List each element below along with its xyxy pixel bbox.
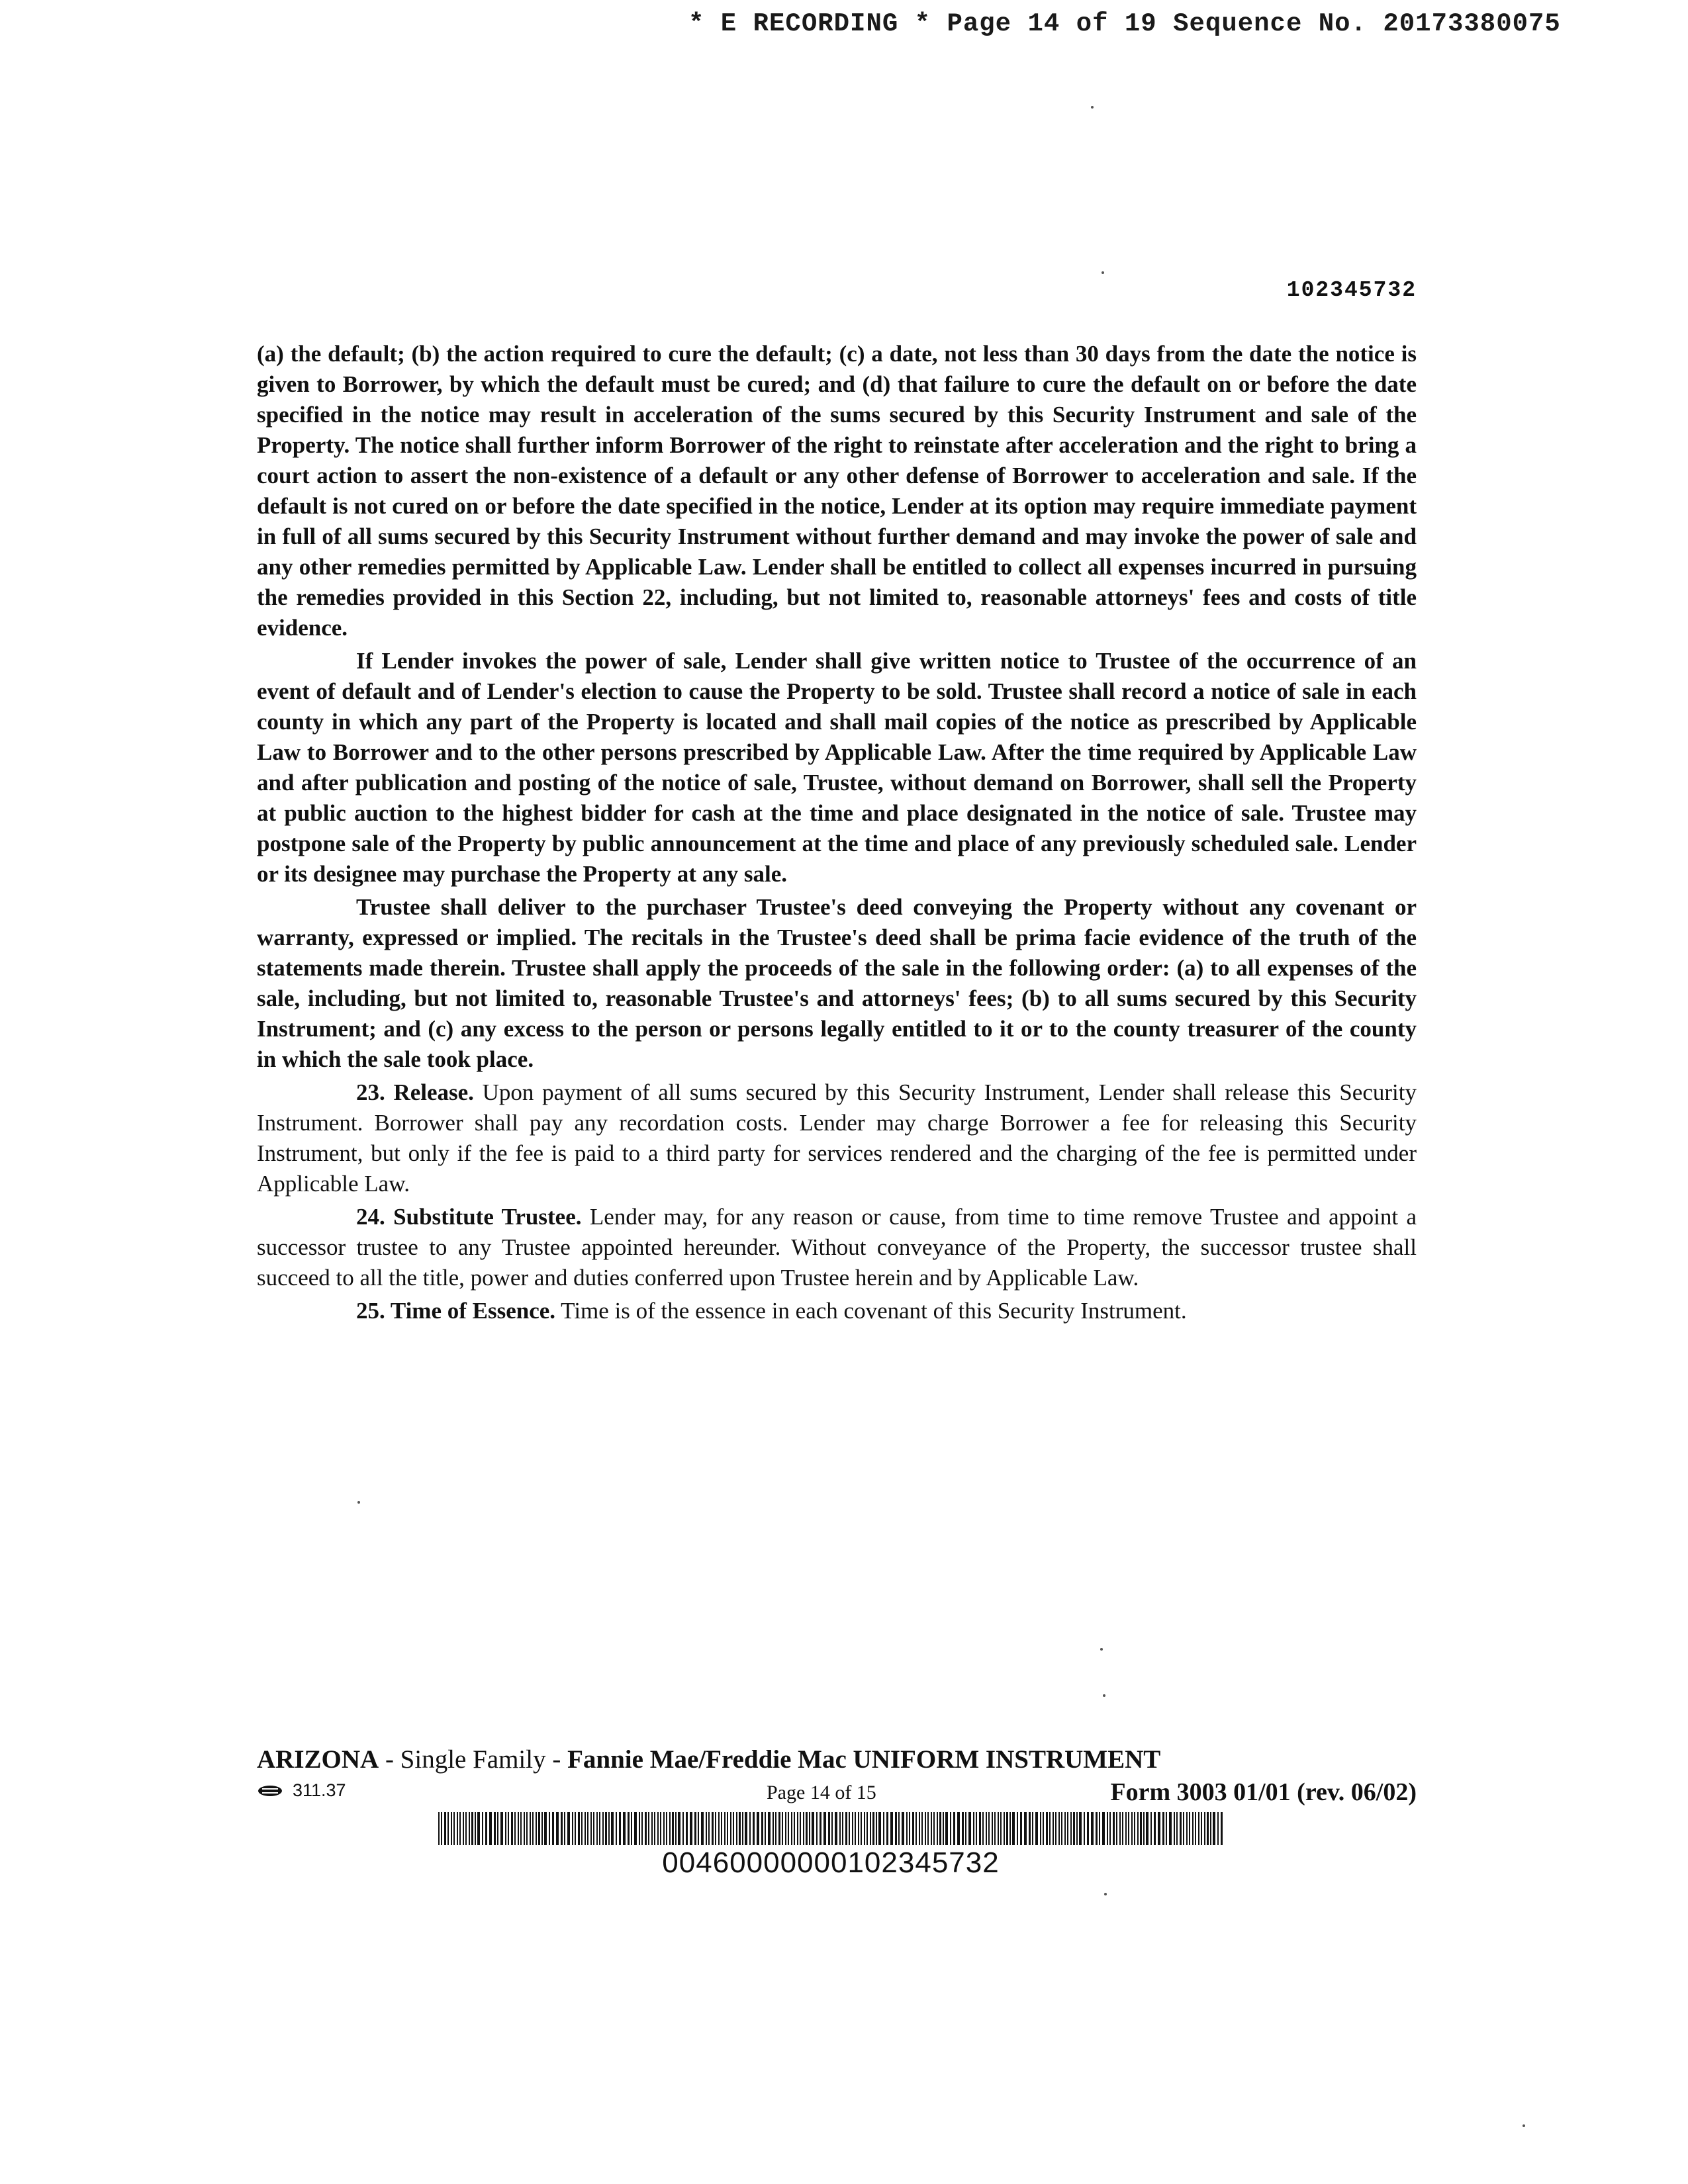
barcode-bar [797,1812,798,1845]
section-heading: 24. Substitute Trustee. [356,1204,582,1230]
section-heading: 23. Release. [356,1079,474,1105]
form-logo-icon [257,1784,283,1797]
barcode-bar [1137,1812,1139,1845]
barcode-bar [915,1812,917,1845]
barcode [437,1812,1225,1845]
barcode-bar [939,1812,941,1845]
barcode-bar [1049,1812,1051,1845]
barcode-bar [878,1812,881,1845]
paragraph-default-notice: (a) the default; (b) the action required to cure the default; (c) a date, not less than 30 days from the date the notice is given to Borrower, by which the default must be cured; and (d) that failure to cure the default on or before the date specified in the notice may result in acceleration of the sums secured by this Security Instrument and sale of the Property. The notice shall further inform Borrower of the right to reinstate after acceleration and the right to bring a court action to assert the non-existence of a default or any other defense of Borrower to acceleration and sale. If the default is not cured on or before the date specified in the notice, Lender at its option may require immediate payment in full of all sums secured by this Security Instrument without further demand and may invoke the power of sale and any other remedies permitted by Applicable Law. Lender shall be entitled to collect all expenses incurred in pursuing the remedies provided in this Section 22, including, but not limited to, reasonable attorneys' fees and costs of title evidence. [257,341,1417,641]
barcode-bar [855,1812,856,1845]
barcode-bar [909,1812,910,1845]
barcode-bar [1070,1812,1072,1845]
barcode-bar [1091,1812,1094,1845]
barcode-bar [690,1812,692,1845]
form-number: Form 3003 01/01 (rev. 06/02) [1110,1778,1417,1806]
barcode-bar [444,1812,446,1845]
barcode-bar [715,1812,716,1845]
barcode-bar [872,1812,874,1845]
barcode-bar [1087,1812,1089,1845]
loan-number: 102345732 [1286,278,1417,302]
barcode-bar [1158,1812,1160,1845]
paragraph-trustee-deed: Trustee shall deliver to the purchaser Trustee's deed conveying the Property without any covenant or warranty, expressed or implied. The recitals in the Trustee's deed shall be prima facie evidence of the truth of the statements made therein. Trustee shall apply the proceeds of the sale in the following order: (a) to all expenses of the sale, including, but not limited to, reasonable Trustee's and attorneys' fees; (b) to all sums secured by this Security Instrument; and (c) any excess to the person or persons legally entitled to it or to the county treasurer of the county in which the sale took place. [257,894,1417,1072]
barcode-bar [1176,1812,1178,1845]
barcode-bar [1204,1812,1205,1845]
barcode-bar [1084,1812,1085,1845]
barcode-bar [578,1812,580,1845]
barcode-bar [611,1812,614,1845]
barcode-bar [761,1812,763,1845]
barcode-bar [549,1812,550,1845]
section-text: Lender may, for any reason or cause, from time to time remove Trustee and appoint a successor trustee to any Trustee appointed hereunder. Without conveyance of the Property, the successor trustee shall succeed to all the title, power and duties conferred upon Trustee herein and by Applicable Law. [257,1204,1417,1291]
barcode-bar [1064,1812,1066,1845]
barcode-bar [839,1812,841,1845]
barcode-bar [906,1812,908,1845]
barcode-bar [1125,1812,1127,1845]
barcode-bar [485,1812,487,1845]
barcode-bar [933,1812,935,1845]
barcode-bar [1012,1812,1015,1845]
barcode-bar [1032,1812,1033,1845]
barcode-bar [992,1812,993,1845]
barcode-bar [457,1812,458,1845]
scan-speck [1091,106,1094,109]
paragraph-power-of-sale: If Lender invokes the power of sale, Lender shall give written notice to Trustee of the occurrence of an event of default and of Lender's election to cause the Property to be sold. Trustee shall record a notice of sale in each county in which any part of the Property is located and shall mail copies of the notice as prescribed by Applicable Law to Borrower and to the other persons prescribed by Applicable Law. After the time required by Applicable Law and after publication and posting of the notice of sale, Trustee, without demand on Borrower, shall sell the Property at public auction to the highest bidder for cash at the time and place designated in the notice of sale. Trustee may postpone sale of the Property by public announcement at the time and place of any previously scheduled sale. Lender or its designee may purchase the Property at any sale. [257,648,1417,887]
barcode-bar [596,1812,598,1845]
barcode-bar [1035,1812,1038,1845]
section-heading: 25. Time of Essence. [356,1298,556,1324]
form-code [257,1780,346,1801]
barcode-bar [657,1812,659,1845]
barcode-bar [1207,1812,1209,1845]
barcode-bar [602,1812,604,1845]
barcode-bar [937,1812,938,1845]
barcode-bar [945,1812,948,1845]
barcode-bar [669,1812,671,1845]
barcode-bar [828,1812,830,1845]
barcode-bar [1174,1812,1175,1845]
barcode-bar [1116,1812,1117,1845]
document-body [257,339,1417,1329]
barcode-bar [459,1812,461,1845]
barcode-bar [870,1812,871,1845]
barcode-bar [1150,1812,1152,1845]
barcode-bar [585,1812,586,1845]
barcode-bar [694,1812,696,1845]
barcode-bar [1119,1812,1121,1845]
barcode-bar [701,1812,704,1845]
barcode-bar [962,1812,964,1845]
barcode-bar [654,1812,655,1845]
barcode-bar [564,1812,565,1845]
barcode-bar [778,1812,780,1845]
barcode-bar [1076,1812,1078,1845]
barcode-bar [1053,1812,1054,1845]
barcode-bar [812,1812,814,1845]
barcode-bar [921,1812,923,1845]
barcode-bar [1073,1812,1075,1845]
barcode-bar [645,1812,647,1845]
barcode-bar [864,1812,865,1845]
barcode-bar [530,1812,531,1845]
barcode-bar [1146,1812,1149,1845]
barcode-bar [463,1812,464,1845]
barcode-bar [672,1812,674,1845]
barcode-bar [1107,1812,1108,1845]
barcode-bar [526,1812,528,1845]
barcode-bar [666,1812,667,1845]
barcode-bar [733,1812,734,1845]
barcode-bar [1058,1812,1060,1845]
barcode-bar [675,1812,677,1845]
barcode-bar [616,1812,617,1845]
barcode-bar [849,1812,850,1845]
barcode-bar [931,1812,932,1845]
barcode-bar [845,1812,847,1845]
barcode-bar [1004,1812,1005,1845]
barcode-bar [927,1812,929,1845]
barcode-bar [791,1812,792,1845]
barcode-bar [648,1812,649,1845]
barcode-bar [641,1812,643,1845]
barcode-bar [686,1812,688,1845]
barcode-bar [1183,1812,1184,1845]
barcode-bar [953,1812,955,1845]
barcode-bar [520,1812,522,1845]
barcode-bar [538,1812,540,1845]
barcode-bar [890,1812,893,1845]
barcode-bar [1154,1812,1156,1845]
barcode-bar [998,1812,999,1845]
barcode-bar [943,1812,944,1845]
barcode-bar [1166,1812,1167,1845]
barcode-bar [608,1812,610,1845]
barcode-bar [768,1812,771,1845]
barcode-bar [858,1812,859,1845]
barcode-bar [1099,1812,1100,1845]
barcode-bar [453,1812,455,1845]
barcode-bar [1189,1812,1190,1845]
page-indicator: Page 14 of 15 [767,1782,876,1803]
section-23-release [257,1077,1417,1199]
barcode-bar [631,1812,632,1845]
barcode-bar [831,1812,833,1845]
form-type: - Single Family - [379,1745,568,1774]
scan-speck [1100,1648,1103,1651]
barcode-bar [724,1812,726,1845]
barcode-bar [721,1812,722,1845]
barcode-bar [788,1812,789,1845]
barcode-bar [835,1812,837,1845]
barcode-bar [986,1812,987,1845]
barcode-bar [469,1812,470,1845]
scan-speck [357,1501,360,1504]
barcode-bar [782,1812,783,1845]
barcode-bar [471,1812,473,1845]
barcode-bar [1017,1812,1018,1845]
barcode-bar [1186,1812,1188,1845]
barcode-bar [682,1812,684,1845]
barcode-bar [1162,1812,1164,1845]
barcode-bar [1006,1812,1008,1845]
barcode-bar [514,1812,516,1845]
barcode-bar [1195,1812,1196,1845]
barcode-bar [536,1812,537,1845]
barcode-bar [1122,1812,1123,1845]
barcode-bar [500,1812,503,1845]
barcode-bar [794,1812,795,1845]
barcode-bar [438,1812,440,1845]
barcode-bar [1043,1812,1044,1845]
barcode-bar [982,1812,984,1845]
form-agencies: Fannie Mae/Freddie Mac UNIFORM INSTRUMENT [567,1745,1161,1774]
barcode-bar [867,1812,868,1845]
section-24-substitute-trustee [257,1202,1417,1293]
barcode-bar [852,1812,853,1845]
barcode-bar [1217,1812,1219,1845]
barcode-bar [773,1812,774,1845]
barcode-bar [518,1812,519,1845]
barcode-bar [1067,1812,1068,1845]
scan-speck [1102,271,1104,274]
barcode-bar [806,1812,808,1845]
barcode-bar [497,1812,498,1845]
barcode-bar [883,1812,884,1845]
section-25-time-of-essence [257,1296,1417,1326]
barcode-bar [745,1812,747,1845]
barcode-bar [1221,1812,1223,1845]
barcode-bar [544,1812,547,1845]
barcode-bar [1192,1812,1194,1845]
barcode-bar [775,1812,776,1845]
barcode-bar [1213,1812,1215,1845]
barcode-bar [979,1812,981,1845]
barcode-bar [1128,1812,1129,1845]
barcode-bar [477,1812,480,1845]
barcode-bar [1180,1812,1182,1845]
barcode-bar [739,1812,741,1845]
barcode-bar [1029,1812,1031,1845]
barcode-bar [660,1812,661,1845]
barcode-bar [1102,1812,1105,1845]
barcode-bar [803,1812,804,1845]
barcode-bar [572,1812,573,1845]
barcode-bar [590,1812,592,1845]
barcode-bar [1113,1812,1115,1845]
barcode-bar [730,1812,731,1845]
scan-speck [1523,2124,1525,2127]
barcode-bar [1009,1812,1011,1845]
barcode-bar [1210,1812,1211,1845]
barcode-bar [552,1812,554,1845]
barcode-bar [447,1812,449,1845]
section-text: Time is of the essence in each covenant of this Security Instrument. [555,1298,1187,1324]
barcode-bar [508,1812,509,1845]
barcode-bar [1134,1812,1135,1845]
barcode-bar [561,1812,563,1845]
barcode-bar [634,1812,637,1845]
barcode-bar [886,1812,888,1845]
barcode-bar [482,1812,483,1845]
barcode-bar [823,1812,826,1845]
section-text: Upon payment of all sums secured by this Security Instrument, Lender shall release this Security Instrument. Borrower shall pay any recordation costs. Lender may charge Borrower a fee for releasing this Security Instrument, but only if the fee is paid to a third party for services rendered and the charging of the fee is permitted under Applicable Law. [257,1079,1417,1197]
barcode-bar [663,1812,665,1845]
barcode-bar [524,1812,525,1845]
barcode-bar [451,1812,452,1845]
barcode-bar [1096,1812,1098,1845]
barcode-bar [575,1812,576,1845]
barcode-bar [925,1812,926,1845]
barcode-bar [727,1812,728,1845]
barcode-bar [651,1812,653,1845]
barcode-bar [1061,1812,1062,1845]
barcode-bar [816,1812,818,1845]
barcode-bar [1140,1812,1142,1845]
barcode-number: 00460000000102345732 [662,1846,1000,1879]
barcode-bar [742,1812,743,1845]
barcode-bar [556,1812,559,1845]
barcode-bar [1109,1812,1111,1845]
barcode-bar [1131,1812,1133,1845]
barcode-bar [532,1812,534,1845]
form-title [257,1745,1250,1774]
recording-stamp: * E RECORDING * Page 14 of 19 Sequence No. 20173380075 [688,9,1561,38]
barcode-bar [441,1812,442,1845]
form-state: ARIZONA [257,1745,379,1774]
barcode-bar [1169,1812,1172,1845]
barcode-bar [465,1812,467,1845]
barcode-bar [765,1812,766,1845]
barcode-bar [809,1812,810,1845]
barcode-bar [994,1812,996,1845]
barcode-bar [1024,1812,1027,1845]
barcode-bar [876,1812,877,1845]
barcode-bar [494,1812,496,1845]
barcode-bar [628,1812,630,1845]
barcode-bar [861,1812,862,1845]
barcode-bar [1198,1812,1199,1845]
barcode-bar [968,1812,971,1845]
form-footer-row [257,1778,1417,1807]
barcode-bar [950,1812,951,1845]
barcode-bar [898,1812,900,1845]
barcode-bar [842,1812,843,1845]
barcode-bar [749,1812,751,1845]
barcode-bar [1143,1812,1145,1845]
barcode-bar [976,1812,977,1845]
barcode-bar [919,1812,920,1845]
form-code-text: 311.37 [293,1780,346,1800]
barcode-bar [505,1812,506,1845]
barcode-bar [973,1812,974,1845]
barcode-bar [511,1812,513,1845]
barcode-bar [1046,1812,1048,1845]
barcode-bar [581,1812,583,1845]
barcode-bar [708,1812,710,1845]
barcode-bar [1055,1812,1056,1845]
barcode-bar [957,1812,960,1845]
barcode-bar [619,1812,621,1845]
barcode-bar [895,1812,897,1845]
barcode-bar [593,1812,594,1845]
barcode-bar [1000,1812,1002,1845]
barcode-bar [1079,1812,1082,1845]
barcode-bar [698,1812,699,1845]
scan-speck [1103,1694,1105,1697]
barcode-bar [489,1812,492,1845]
barcode-bar [988,1812,990,1845]
barcode-bar [475,1812,476,1845]
barcode-bar [820,1812,821,1845]
barcode-bar [965,1812,966,1845]
barcode-bar [902,1812,904,1845]
barcode-bar [706,1812,707,1845]
barcode-bar [1040,1812,1041,1845]
barcode-bar [785,1812,786,1845]
barcode-bar [753,1812,755,1845]
barcode-bar [623,1812,626,1845]
barcode-bar [912,1812,914,1845]
barcode-bar [599,1812,600,1845]
barcode-bar [1020,1812,1022,1845]
barcode-bar [567,1812,570,1845]
barcode-bar [800,1812,801,1845]
barcode-bar [1201,1812,1202,1845]
barcode-bar [639,1812,640,1845]
scan-speck [1104,1893,1107,1895]
barcode-bar [757,1812,759,1845]
barcode-bar [712,1812,714,1845]
barcode-bar [736,1812,737,1845]
barcode-bar [587,1812,588,1845]
barcode-bar [678,1812,680,1845]
barcode-bar [718,1812,720,1845]
barcode-bar [541,1812,543,1845]
barcode-bar [605,1812,607,1845]
